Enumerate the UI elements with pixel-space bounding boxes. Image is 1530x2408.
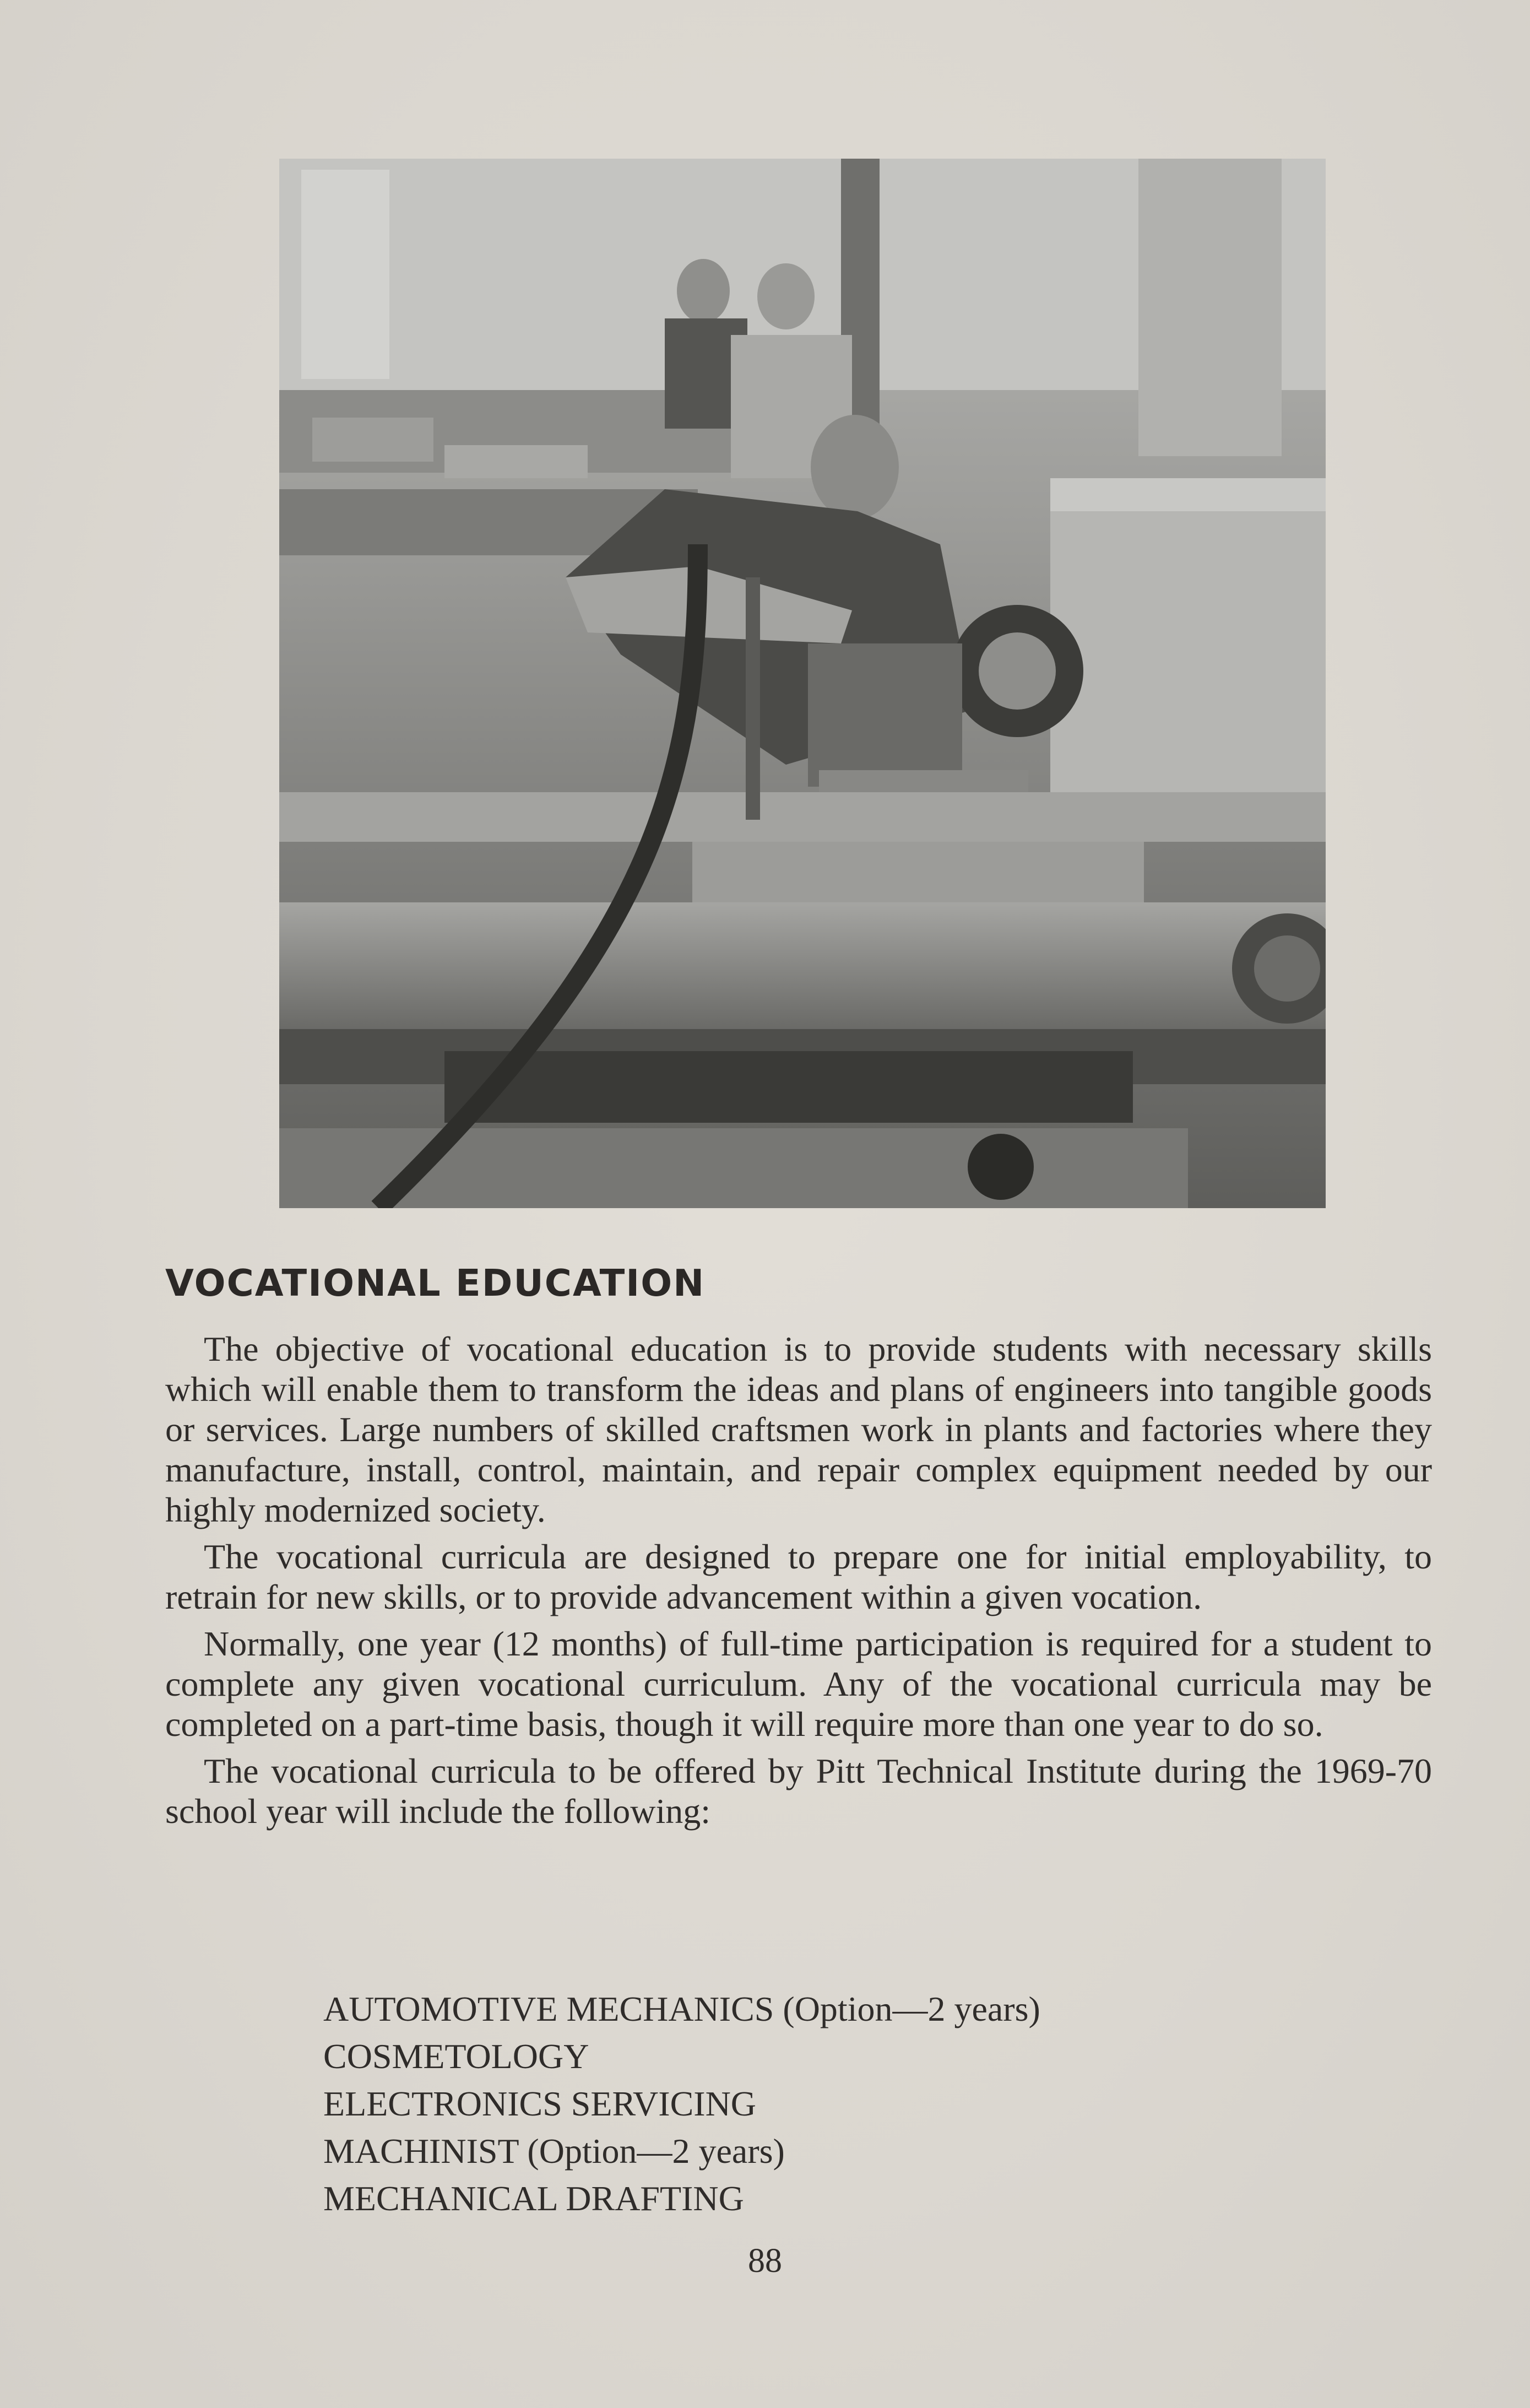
paragraph-curricula-design: The vocational curricula are designed to prepare one for initial employability, to retrain for new skills, or to provide advancement within a given vocation. — [165, 1537, 1432, 1616]
list-item: AUTOMOTIVE MECHANICS (Option—2 years) — [323, 1989, 1040, 2028]
body-text — [165, 1329, 1432, 1838]
list-item: MECHANICAL DRAFTING — [323, 2179, 744, 2218]
list-item: ELECTRONICS SERVICING — [323, 2084, 756, 2123]
paragraph-offerings: The vocational curricula to be offered by Pitt Technical Institute during the 1969-70 school year will include the following: — [165, 1751, 1432, 1831]
section-heading: VOCATIONAL EDUCATION — [165, 1262, 706, 1305]
page-number: 88 — [748, 2242, 782, 2280]
paragraph-objective: The objective of vocational education is to provide students with necessary skills which will enable them to transform the ideas and plans of engineers into tangible goods or services. Large numbers of skilled craftsmen work in plants and factories where they manufacture, install, control, maintain, and repair complex equipment needed by our highly modernized society. — [165, 1329, 1432, 1529]
curricula-list — [323, 1985, 1040, 2222]
lathe-operator-illustration — [279, 159, 1326, 1208]
machine-shop-photo — [279, 159, 1326, 1208]
list-item: COSMETOLOGY — [323, 2037, 589, 2076]
paragraph-duration: Normally, one year (12 months) of full-time participation is required for a student to complete any given vocational curriculum. Any of the vocational curricula may be completed on a part-time basis, though it will require more than one year to do so. — [165, 1624, 1432, 1744]
list-item: MACHINIST (Option—2 years) — [323, 2131, 785, 2171]
